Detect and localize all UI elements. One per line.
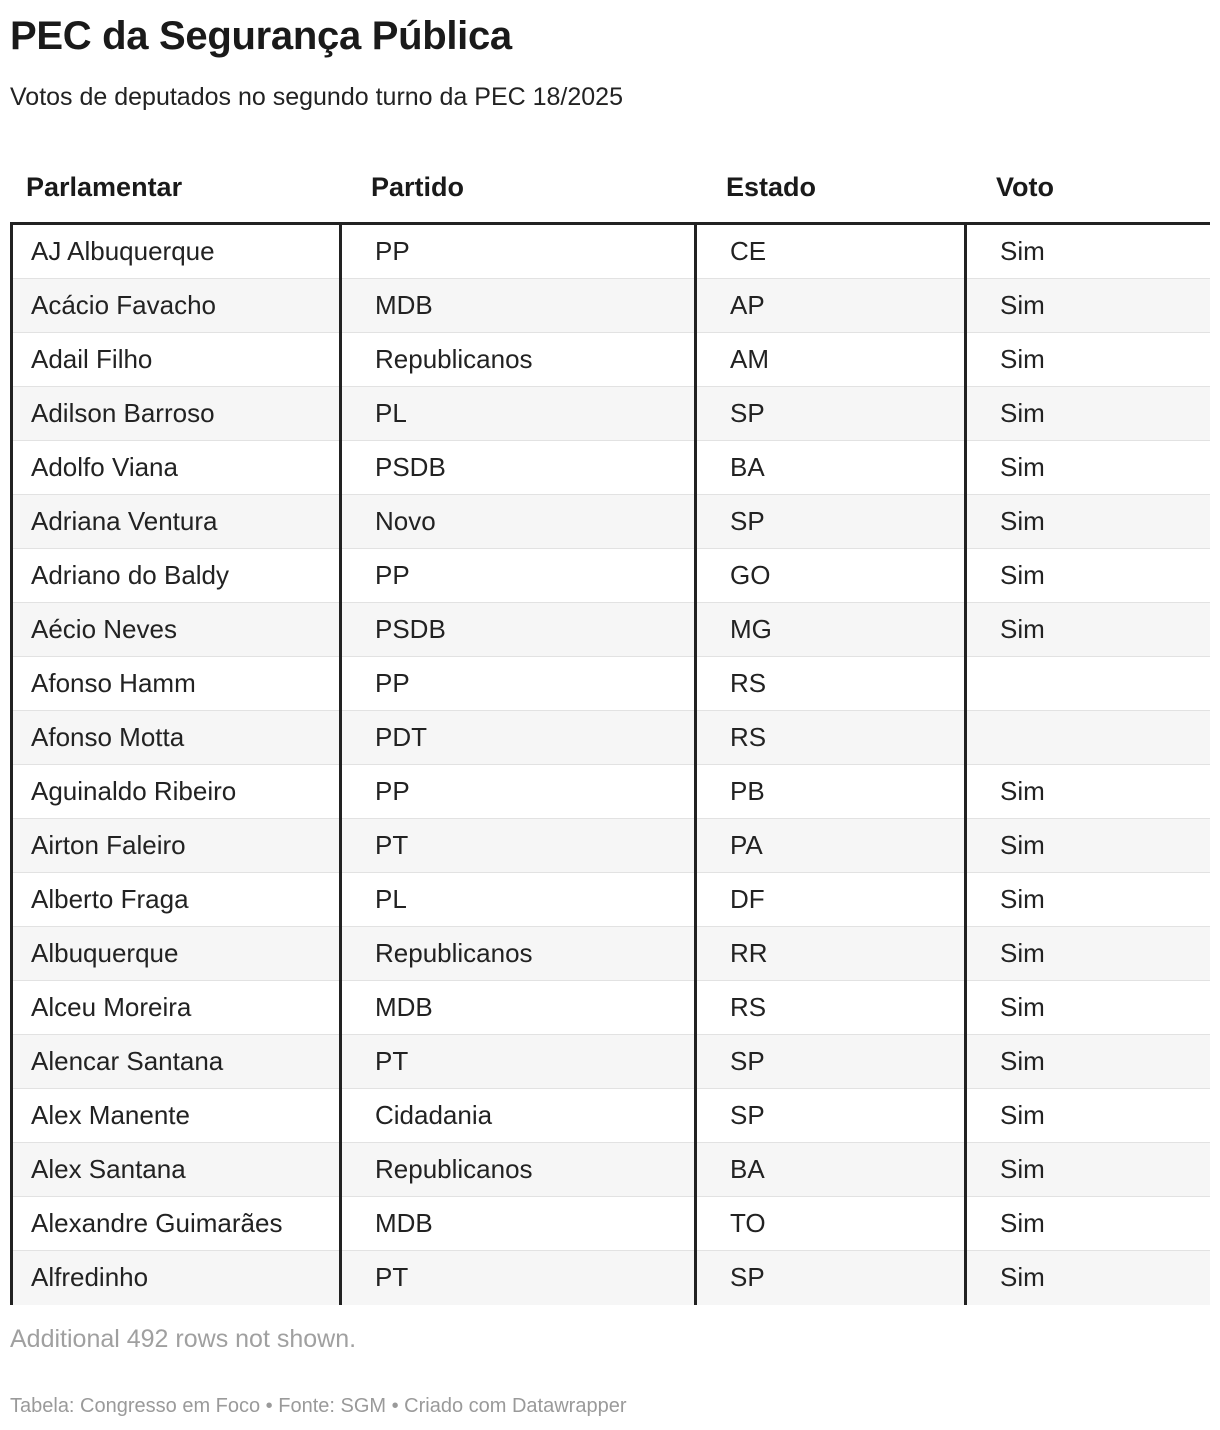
table-row bbox=[10, 549, 1210, 603]
table-body bbox=[10, 225, 1210, 1305]
chart-subtitle: Votos de deputados no segundo turno da PEC 18/2025 bbox=[10, 83, 623, 111]
table-row bbox=[10, 1143, 1210, 1197]
cell-voto: Sim bbox=[964, 1089, 1210, 1143]
cell-estado: RR bbox=[694, 927, 965, 981]
cell-parlamentar: Adail Filho bbox=[10, 333, 340, 387]
votes-table bbox=[10, 162, 1210, 1305]
cell-estado: GO bbox=[694, 549, 965, 603]
table-row bbox=[10, 225, 1210, 279]
table-header bbox=[10, 162, 1210, 225]
table-row bbox=[10, 711, 1210, 765]
cell-estado: AP bbox=[694, 279, 965, 333]
cell-voto: Sim bbox=[964, 927, 1210, 981]
cell-partido: PSDB bbox=[339, 603, 695, 657]
cell-estado: TO bbox=[694, 1197, 965, 1251]
cell-partido: PP bbox=[339, 765, 695, 819]
cell-partido: PL bbox=[339, 387, 695, 441]
cell-parlamentar: Airton Faleiro bbox=[10, 819, 340, 873]
cell-estado: RS bbox=[694, 657, 965, 711]
table-row bbox=[10, 387, 1210, 441]
cell-estado: SP bbox=[694, 1251, 965, 1305]
table-row bbox=[10, 819, 1210, 873]
cell-partido: MDB bbox=[339, 981, 695, 1035]
cell-voto: Sim bbox=[964, 873, 1210, 927]
cell-parlamentar: Albuquerque bbox=[10, 927, 340, 981]
cell-parlamentar: Aécio Neves bbox=[10, 603, 340, 657]
table-row bbox=[10, 873, 1210, 927]
cell-estado: PB bbox=[694, 765, 965, 819]
cell-parlamentar: Afonso Hamm bbox=[10, 657, 340, 711]
cell-estado: SP bbox=[694, 495, 965, 549]
cell-partido: Cidadania bbox=[339, 1089, 695, 1143]
table-row bbox=[10, 927, 1210, 981]
source-footer: Tabela: Congresso em Foco • Fonte: SGM • Criado com Datawrapper bbox=[10, 1395, 627, 1417]
table-row bbox=[10, 603, 1210, 657]
cell-parlamentar: AJ Albuquerque bbox=[10, 225, 340, 279]
cell-estado: CE bbox=[694, 225, 965, 279]
table-row bbox=[10, 1197, 1210, 1251]
cell-parlamentar: Acácio Favacho bbox=[10, 279, 340, 333]
cell-partido: PP bbox=[339, 225, 695, 279]
cell-partido: PT bbox=[339, 1035, 695, 1089]
cell-estado: SP bbox=[694, 387, 965, 441]
cell-partido: MDB bbox=[339, 279, 695, 333]
cell-voto: Sim bbox=[964, 603, 1210, 657]
cell-voto: Sim bbox=[964, 1197, 1210, 1251]
cell-voto: Sim bbox=[964, 279, 1210, 333]
cell-estado: SP bbox=[694, 1035, 965, 1089]
cell-parlamentar: Alex Santana bbox=[10, 1143, 340, 1197]
cell-estado: RS bbox=[694, 711, 965, 765]
cell-voto: Sim bbox=[964, 1035, 1210, 1089]
cell-estado: BA bbox=[694, 1143, 965, 1197]
table-row bbox=[10, 657, 1210, 711]
cell-estado: AM bbox=[694, 333, 965, 387]
cell-parlamentar: Alexandre Guimarães bbox=[10, 1197, 340, 1251]
rows-not-shown-note: Additional 492 rows not shown. bbox=[10, 1325, 357, 1353]
cell-voto: Sim bbox=[964, 765, 1210, 819]
table-row bbox=[10, 1035, 1210, 1089]
cell-voto: Sim bbox=[964, 387, 1210, 441]
cell-voto bbox=[964, 657, 1210, 711]
cell-voto: Sim bbox=[964, 819, 1210, 873]
cell-voto: Sim bbox=[964, 549, 1210, 603]
table-row bbox=[10, 441, 1210, 495]
cell-partido: PT bbox=[339, 1251, 695, 1305]
cell-parlamentar: Alberto Fraga bbox=[10, 873, 340, 927]
cell-estado: BA bbox=[694, 441, 965, 495]
table-row bbox=[10, 1089, 1210, 1143]
cell-partido: PP bbox=[339, 549, 695, 603]
cell-voto: Sim bbox=[964, 981, 1210, 1035]
cell-parlamentar: Aguinaldo Ribeiro bbox=[10, 765, 340, 819]
cell-voto: Sim bbox=[964, 1143, 1210, 1197]
cell-estado: RS bbox=[694, 981, 965, 1035]
cell-partido: PP bbox=[339, 657, 695, 711]
cell-voto: Sim bbox=[964, 225, 1210, 279]
cell-parlamentar: Alex Manente bbox=[10, 1089, 340, 1143]
cell-partido: Republicanos bbox=[339, 333, 695, 387]
cell-estado: PA bbox=[694, 819, 965, 873]
cell-partido: Novo bbox=[339, 495, 695, 549]
cell-estado: SP bbox=[694, 1089, 965, 1143]
column-header-partido[interactable]: Partido bbox=[371, 172, 465, 202]
cell-voto: Sim bbox=[964, 333, 1210, 387]
cell-estado: DF bbox=[694, 873, 965, 927]
cell-partido: MDB bbox=[339, 1197, 695, 1251]
cell-voto: Sim bbox=[964, 1251, 1210, 1305]
cell-partido: PL bbox=[339, 873, 695, 927]
cell-voto: Sim bbox=[964, 495, 1210, 549]
column-header-voto[interactable]: Voto bbox=[996, 172, 1054, 202]
cell-parlamentar: Alceu Moreira bbox=[10, 981, 340, 1035]
column-header-parlamentar[interactable]: Parlamentar bbox=[26, 172, 183, 202]
table-row bbox=[10, 765, 1210, 819]
table-row bbox=[10, 333, 1210, 387]
cell-voto: Sim bbox=[964, 441, 1210, 495]
cell-parlamentar: Afonso Motta bbox=[10, 711, 340, 765]
cell-parlamentar: Adolfo Viana bbox=[10, 441, 340, 495]
table-row bbox=[10, 279, 1210, 333]
cell-parlamentar: Adriano do Baldy bbox=[10, 549, 340, 603]
cell-parlamentar: Adilson Barroso bbox=[10, 387, 340, 441]
cell-parlamentar: Adriana Ventura bbox=[10, 495, 340, 549]
cell-parlamentar: Alfredinho bbox=[10, 1251, 340, 1305]
column-header-estado[interactable]: Estado bbox=[726, 172, 817, 202]
cell-partido: PDT bbox=[339, 711, 695, 765]
table-row bbox=[10, 495, 1210, 549]
cell-partido: PT bbox=[339, 819, 695, 873]
cell-partido: Republicanos bbox=[339, 1143, 695, 1197]
table-row bbox=[10, 1251, 1210, 1305]
cell-partido: PSDB bbox=[339, 441, 695, 495]
cell-voto bbox=[964, 711, 1210, 765]
table-row bbox=[10, 981, 1210, 1035]
cell-parlamentar: Alencar Santana bbox=[10, 1035, 340, 1089]
chart-title: PEC da Segurança Pública bbox=[10, 14, 512, 58]
cell-estado: MG bbox=[694, 603, 965, 657]
cell-partido: Republicanos bbox=[339, 927, 695, 981]
